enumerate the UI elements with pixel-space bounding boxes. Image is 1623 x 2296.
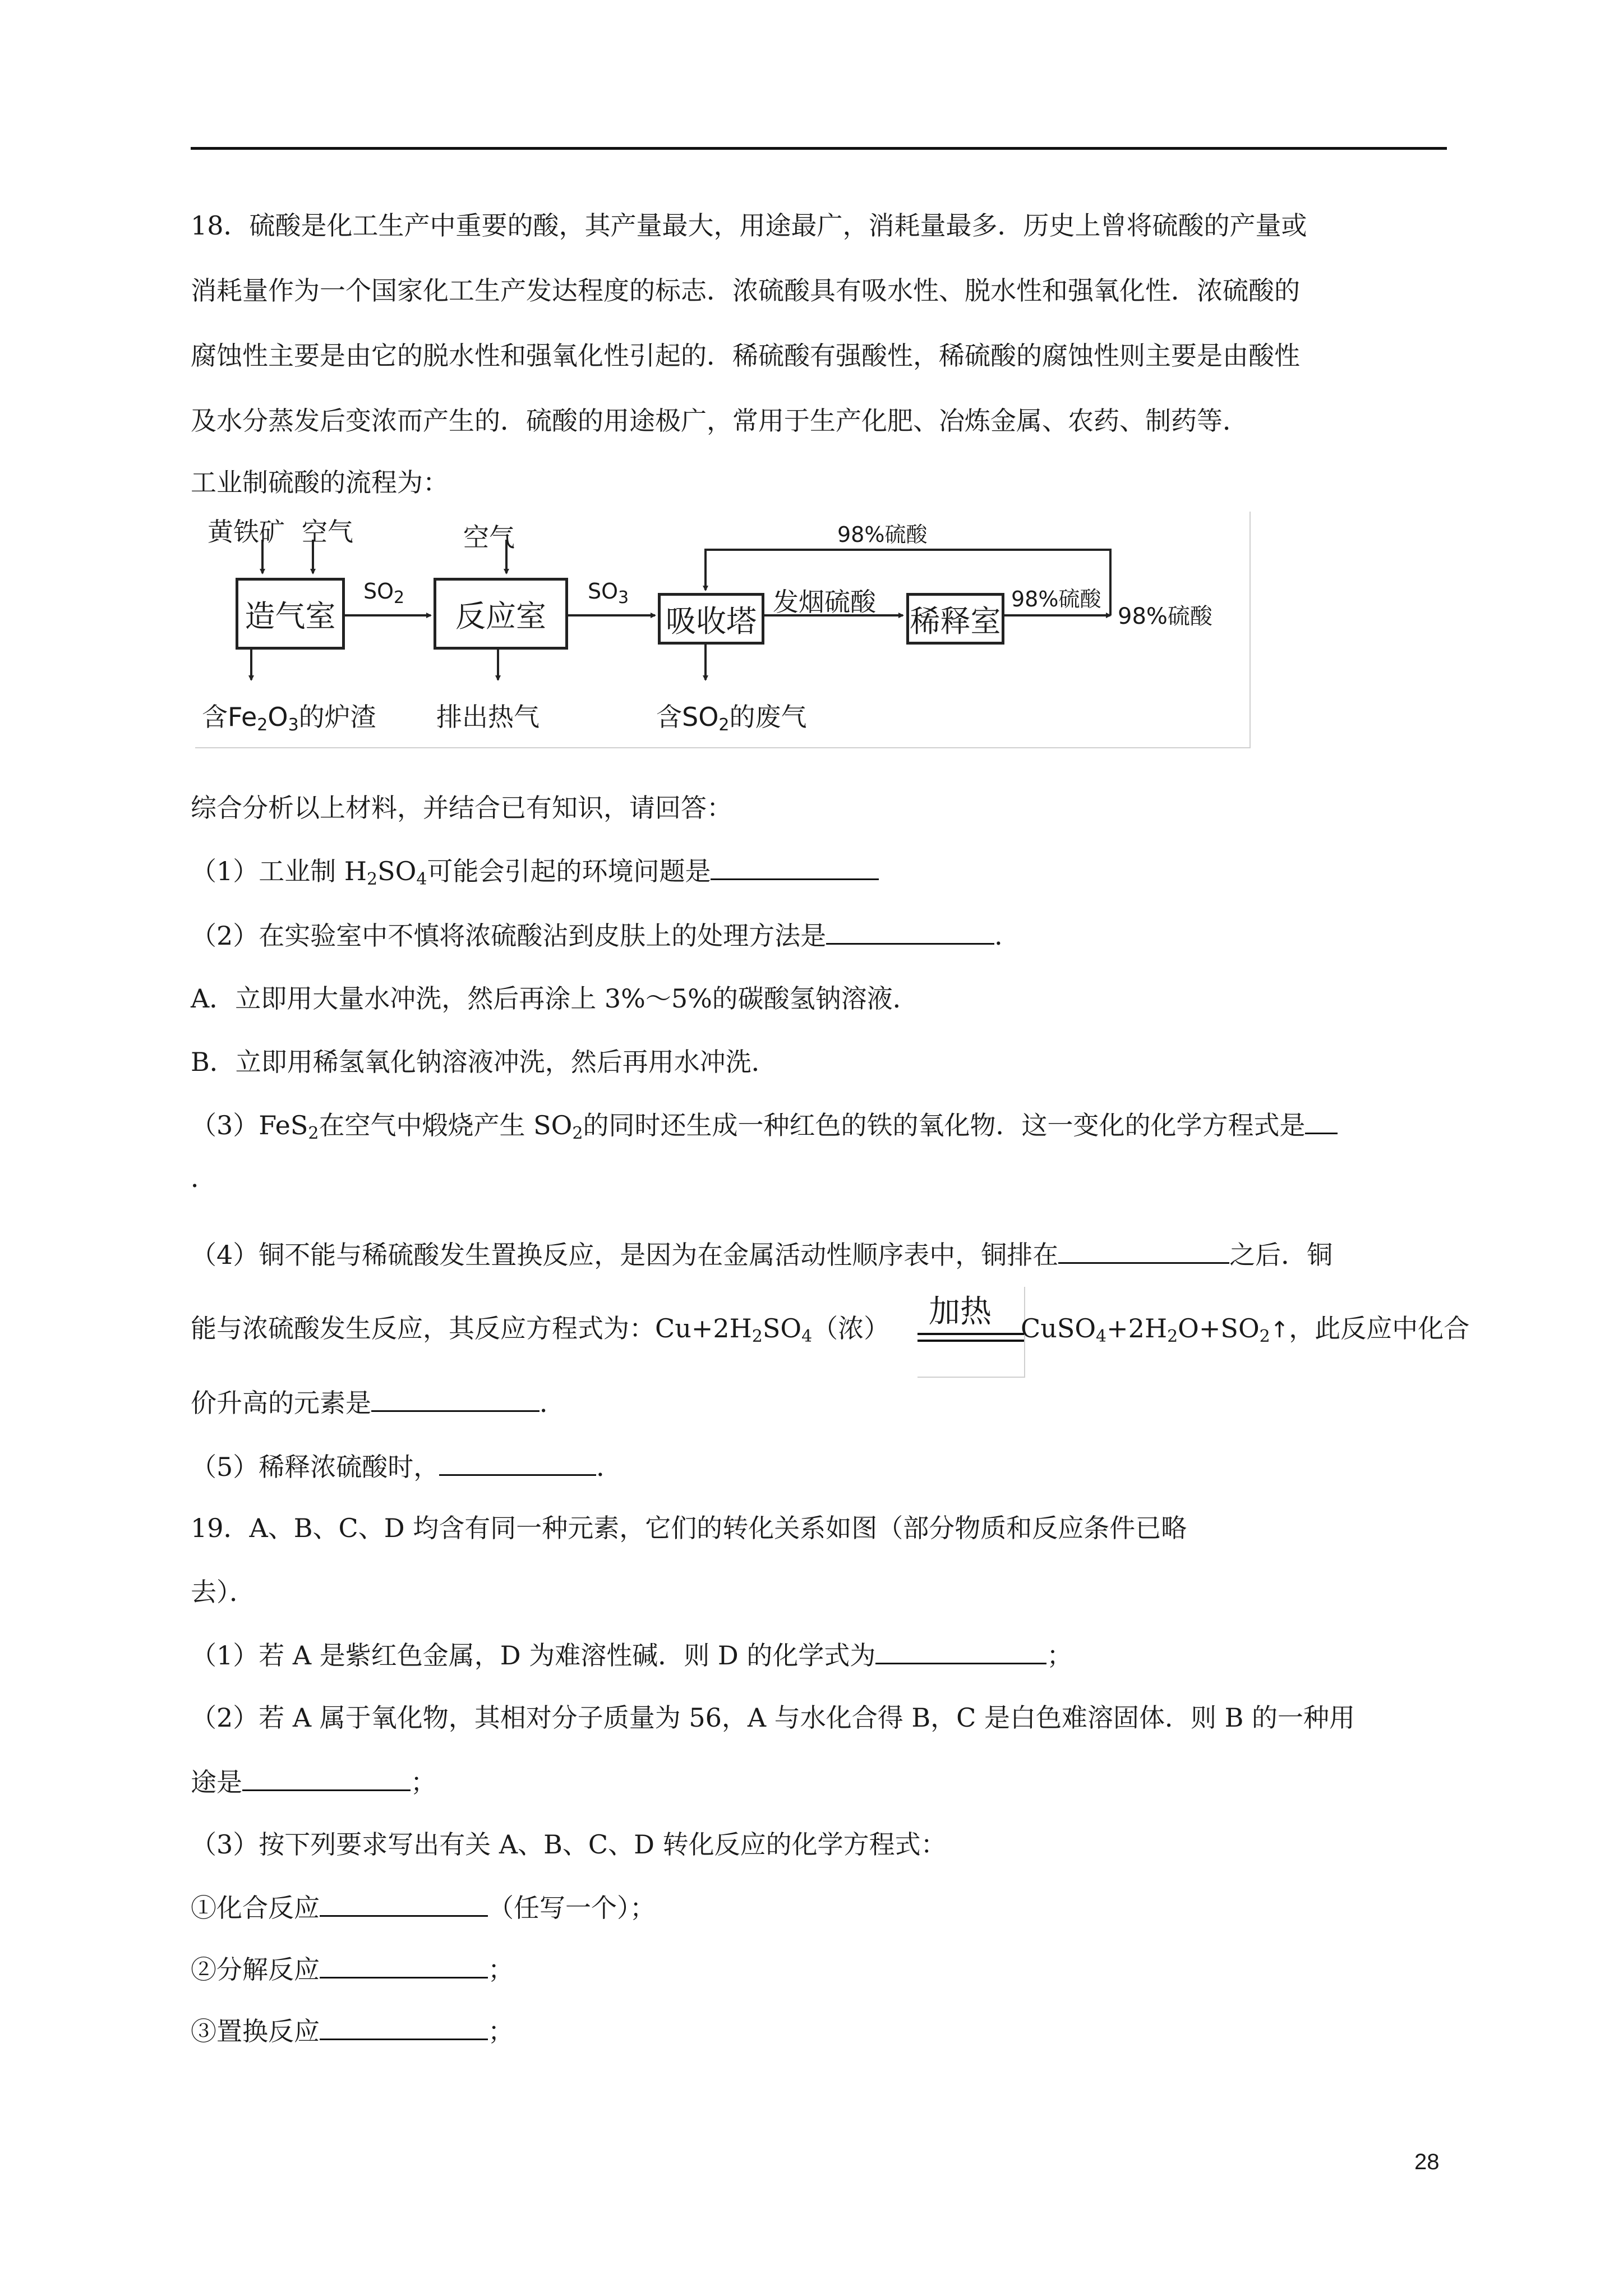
answer-blank[interactable] <box>1305 1108 1338 1134</box>
label-so2: $SO_2$ <box>363 579 405 608</box>
q18-sub1: （1）工业制 $H_2SO_4$可能会引起的环境问题是 <box>191 854 879 888</box>
sulfuric-acid-flow-chart <box>195 512 1251 748</box>
q19-stem-line2: 去）． <box>191 1577 255 1607</box>
q19-sub1: （1）若 A 是紫红色金属，D 为难溶性碱．则 D 的化学式为 ； <box>191 1638 1072 1672</box>
waste-gas-label: 含$SO_2$的废气 <box>656 702 807 735</box>
q18-sub2: （2）在实验室中不慎将浓硫酸沾到皮肤上的处理方法是 ． <box>191 918 1020 953</box>
box-dilution-room: 稀释室 <box>906 593 1004 645</box>
label-98-to-dilution: 98%硫酸 <box>1011 587 1101 611</box>
q19-reaction-3: ③置换反应 ； <box>191 2014 514 2048</box>
condition-line-top <box>917 1333 1024 1335</box>
answer-blank[interactable] <box>320 1890 488 1917</box>
condition-line-bottom <box>917 1340 1024 1342</box>
label-oleum: 发烟硫酸 <box>773 587 876 617</box>
heating-condition <box>917 1287 1025 1378</box>
waste-heat-label: 排出热气 <box>436 702 540 732</box>
q19-stem-line1: 19．A、B、C、D 均含有同一种元素，它们的转化关系如图（部分物质和反应条件已略 <box>191 1513 1187 1543</box>
answer-blank[interactable] <box>371 1386 540 1412</box>
answer-blank[interactable] <box>875 1638 1046 1664</box>
q18-paragraph-line-2: 消耗量作为一个国家化工生产发达程度的标志．浓硫酸具有吸水性、脱水性和强氧化性．浓硫酸的 <box>191 275 1300 306</box>
q18-prompt: 综合分析以上材料，并结合已有知识，请回答： <box>191 793 732 823</box>
q19-reaction-2: ②分解反应 ； <box>191 1952 514 1986</box>
label-98-output: 98%硫酸 <box>1118 604 1212 629</box>
answer-blank[interactable] <box>320 1952 488 1978</box>
answer-blank[interactable] <box>826 918 994 945</box>
label-98-loop: 98%硫酸 <box>837 522 928 547</box>
box-gas-making-room: 造气室 <box>236 578 345 650</box>
header-rule <box>191 147 1447 150</box>
q18-sub5: （5）稀释浓硫酸时， ． <box>191 1450 622 1484</box>
input-air-label-2: 空气 <box>463 522 515 553</box>
answer-blank[interactable] <box>1058 1237 1229 1264</box>
q18-sub4-line1: （4）铜不能与稀硫酸发生置换反应，是因为在金属活动性顺序表中，铜排在 之后．铜 <box>191 1237 1332 1272</box>
input-air-label-1: 空气 <box>302 517 353 547</box>
answer-blank[interactable] <box>242 1765 411 1791</box>
input-pyrite-label: 黄铁矿 <box>208 517 285 547</box>
answer-blank[interactable] <box>320 2014 488 2040</box>
q18-sub4-line2a: 能与浓硫酸发生反应，其反应方程式为：$Cu+2H_2SO_4$（浓） <box>191 1313 890 1346</box>
q18-paragraph-line-3: 腐蚀性主要是由它的脱水性和强氧化性引起的．稀硫酸有强酸性，稀硫酸的腐蚀性则主要是由酸性 <box>191 341 1300 371</box>
q18-paragraph-line-1: 18．硫酸是化工生产中重要的酸，其产量最大，用途最广，消耗量最多．历史上曾将硫酸的产量或 <box>191 210 1307 241</box>
q18-sub4-line3: 价升高的元素是 ． <box>191 1386 565 1420</box>
box-reaction-room: 反应室 <box>434 578 568 650</box>
flow-intro: 工业制硫酸的流程为： <box>191 467 449 498</box>
q18-sub3: （3）FeS$_2$在空气中煅烧产生 $SO_2$的同时还生成一种红色的铁的氧化物．这一变化的化学方程式是 <box>191 1108 1338 1142</box>
label-so3: $SO_3$ <box>588 579 629 608</box>
q18-paragraph-line-4: 及水分蒸发后变浓而产生的．硫酸的用途极广，常用于生产化肥、冶炼金属、农药、制药等． <box>191 406 1248 436</box>
q18-sub4-line2b: $CuSO_4+2H_2O+SO_2↑$，此反应中化合 <box>1021 1313 1470 1346</box>
option-b: B．立即用稀氢氧化钠溶液冲洗，然后再用水冲洗． <box>191 1047 777 1077</box>
box-absorption-tower: 吸收塔 <box>658 593 764 645</box>
option-a: A．立即用大量水冲洗，然后再涂上 3%～5%的碳酸氢钠溶液． <box>191 983 919 1014</box>
q19-sub2-line2: 途是 ； <box>191 1765 436 1799</box>
heating-condition-label: 加热 <box>929 1294 992 1330</box>
answer-blank[interactable] <box>711 854 879 880</box>
q18-sub3-end: ． <box>191 1163 216 1193</box>
q19-reaction-1: ①化合反应 （任写一个）； <box>191 1890 656 1925</box>
q19-sub3: （3）按下列要求写出有关 A、B、C、D 转化反应的化学方程式： <box>191 1829 947 1860</box>
q19-sub2-line1: （2）若 A 属于氧化物，其相对分子质量为 56，A 与水化合得 B，C 是白色难溶固体．则 B 的一种用 <box>191 1703 1355 1733</box>
answer-blank[interactable] <box>439 1450 596 1476</box>
waste-slag-label: 含$Fe_2O_3$的炉渣 <box>202 702 376 735</box>
page-number: 28 <box>1414 2150 1440 2174</box>
